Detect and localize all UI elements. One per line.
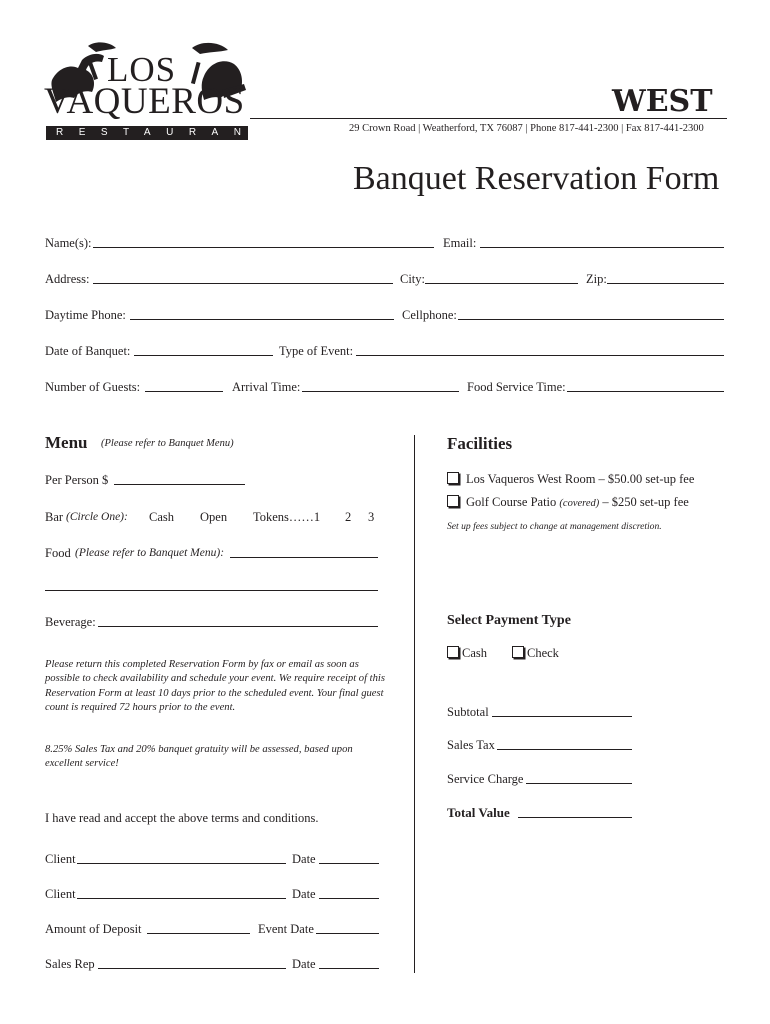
checkbox-icon[interactable] bbox=[447, 472, 459, 484]
logo-los-text: LOS bbox=[107, 50, 177, 89]
address-label: Address: bbox=[45, 272, 90, 286]
number-of-guests-field[interactable] bbox=[145, 391, 223, 392]
daytime-phone-field[interactable] bbox=[130, 319, 394, 320]
client-label-1: Client bbox=[45, 852, 76, 866]
per-person-field[interactable] bbox=[114, 484, 245, 485]
date-label-3: Date bbox=[292, 957, 316, 971]
instructions-text: Please return this completed Reservation Form by fax or email as soon as possible to check availability and schedule your event. We require receipt of this Reservation Form at least 10 days prior to the scheduled event. Your final guest count is required 72 hours prior to the event. bbox=[45, 659, 385, 714]
daytime-phone-label: Daytime Phone: bbox=[45, 308, 126, 322]
bar-option-3[interactable]: 3 bbox=[368, 510, 375, 524]
date-of-banquet-field[interactable] bbox=[134, 355, 273, 356]
food-service-time-label: Food Service Time: bbox=[467, 380, 566, 394]
food-note: (Please refer to Banquet Menu): bbox=[75, 547, 225, 559]
sales-tax-field[interactable] bbox=[497, 749, 632, 750]
subtotal-field[interactable] bbox=[492, 716, 632, 717]
sales-rep-label: Sales Rep bbox=[45, 957, 95, 971]
date-label-2: Date bbox=[292, 887, 316, 901]
amount-of-deposit-field[interactable] bbox=[147, 933, 250, 934]
bar-label: Bar bbox=[45, 510, 64, 524]
amount-of-deposit-label: Amount of Deposit bbox=[45, 922, 142, 936]
food-service-time-field[interactable] bbox=[567, 391, 724, 392]
event-date-field[interactable] bbox=[316, 933, 379, 934]
setup-fee-note: Set up fees subject to change at management discretion. bbox=[447, 521, 662, 532]
arrival-time-label: Arrival Time: bbox=[232, 380, 301, 394]
service-charge-label: Service Charge bbox=[447, 772, 524, 786]
tax-note: 8.25% Sales Tax and 20% banquet gratuity will be assessed, based upon excellent service! bbox=[45, 744, 353, 770]
bar-option-cash[interactable]: Cash bbox=[149, 510, 174, 524]
zip-field[interactable] bbox=[607, 283, 724, 284]
sales-tax-label: Sales Tax bbox=[447, 738, 495, 752]
address-field[interactable] bbox=[93, 283, 393, 284]
food-label: Food bbox=[45, 546, 71, 560]
menu-heading: Menu bbox=[45, 433, 88, 452]
restaurant-logo bbox=[44, 40, 279, 142]
golf-patio-fee: – $250 set-up fee bbox=[602, 495, 689, 509]
zip-label: Zip: bbox=[586, 272, 607, 286]
beverage-field[interactable] bbox=[98, 626, 378, 627]
names-field[interactable] bbox=[93, 247, 434, 248]
client-signature-2[interactable] bbox=[77, 898, 286, 899]
bar-note: (Circle One): bbox=[66, 511, 128, 523]
cellphone-label: Cellphone: bbox=[402, 308, 457, 322]
email-label: Email: bbox=[443, 236, 477, 250]
event-date-label: Event Date bbox=[258, 922, 314, 936]
client-signature-1[interactable] bbox=[77, 863, 286, 864]
payment-cash-option[interactable] bbox=[447, 646, 487, 661]
arrival-time-field[interactable] bbox=[302, 391, 459, 392]
checkbox-icon[interactable] bbox=[447, 646, 459, 658]
number-of-guests-label: Number of Guests: bbox=[45, 380, 141, 394]
payment-heading: Select Payment Type bbox=[447, 613, 571, 628]
logo-vaqueros-text: VAQUEROS bbox=[44, 81, 245, 122]
facility-option-golf-patio[interactable] bbox=[447, 495, 689, 510]
column-divider bbox=[414, 435, 415, 973]
date-field-3[interactable] bbox=[319, 968, 379, 969]
header-rule bbox=[250, 118, 727, 119]
email-field[interactable] bbox=[480, 247, 724, 248]
per-person-label: Per Person $ bbox=[45, 473, 109, 487]
checkbox-icon[interactable] bbox=[447, 495, 459, 507]
date-label-1: Date bbox=[292, 852, 316, 866]
location-name: WEST bbox=[612, 84, 713, 119]
service-charge-field[interactable] bbox=[526, 783, 632, 784]
city-field[interactable] bbox=[425, 283, 578, 284]
date-field-2[interactable] bbox=[319, 898, 379, 899]
menu-note: (Please refer to Banquet Menu) bbox=[101, 438, 234, 449]
date-of-banquet-label: Date of Banquet: bbox=[45, 344, 131, 358]
facility-option-west-room[interactable] bbox=[447, 472, 694, 487]
sales-rep-field[interactable] bbox=[98, 968, 286, 969]
food-field[interactable] bbox=[230, 557, 378, 558]
contact-address: 29 Crown Road | Weatherford, TX 76087 | Phone 817-441-2300 | Fax 817-441-2300 bbox=[349, 123, 704, 134]
payment-cash-label: Cash bbox=[462, 646, 487, 660]
date-field-1[interactable] bbox=[319, 863, 379, 864]
facility-option-west-room-label: Los Vaqueros West Room – $50.00 set-up fee bbox=[466, 472, 695, 486]
total-value-field[interactable] bbox=[518, 817, 632, 818]
golf-patio-note: (covered) bbox=[559, 498, 600, 509]
subtotal-label: Subtotal bbox=[447, 705, 489, 719]
beverage-label: Beverage: bbox=[45, 615, 96, 629]
client-label-2: Client bbox=[45, 887, 76, 901]
facilities-heading: Facilities bbox=[447, 434, 513, 453]
bar-option-tokens[interactable]: Tokens……1 bbox=[253, 510, 321, 524]
food-field-line-2[interactable] bbox=[45, 590, 378, 591]
city-label: City: bbox=[400, 272, 426, 286]
payment-check-option[interactable] bbox=[512, 646, 559, 661]
payment-check-label: Check bbox=[527, 646, 559, 660]
type-of-event-field[interactable] bbox=[356, 355, 724, 356]
checkbox-icon[interactable] bbox=[512, 646, 524, 658]
bar-option-2[interactable]: 2 bbox=[345, 510, 352, 524]
bar-option-open[interactable]: Open bbox=[200, 510, 228, 524]
logo-restaurant-text: RESTAURANT bbox=[56, 127, 279, 138]
type-of-event-label: Type of Event: bbox=[279, 344, 354, 358]
page-title: Banquet Reservation Form bbox=[353, 160, 720, 197]
golf-patio-name: Golf Course Patio bbox=[466, 495, 557, 509]
total-value-label: Total Value bbox=[447, 805, 510, 820]
cellphone-field[interactable] bbox=[458, 319, 724, 320]
names-label: Name(s): bbox=[45, 236, 92, 250]
accept-terms-text: I have read and accept the above terms and conditions. bbox=[45, 811, 319, 825]
